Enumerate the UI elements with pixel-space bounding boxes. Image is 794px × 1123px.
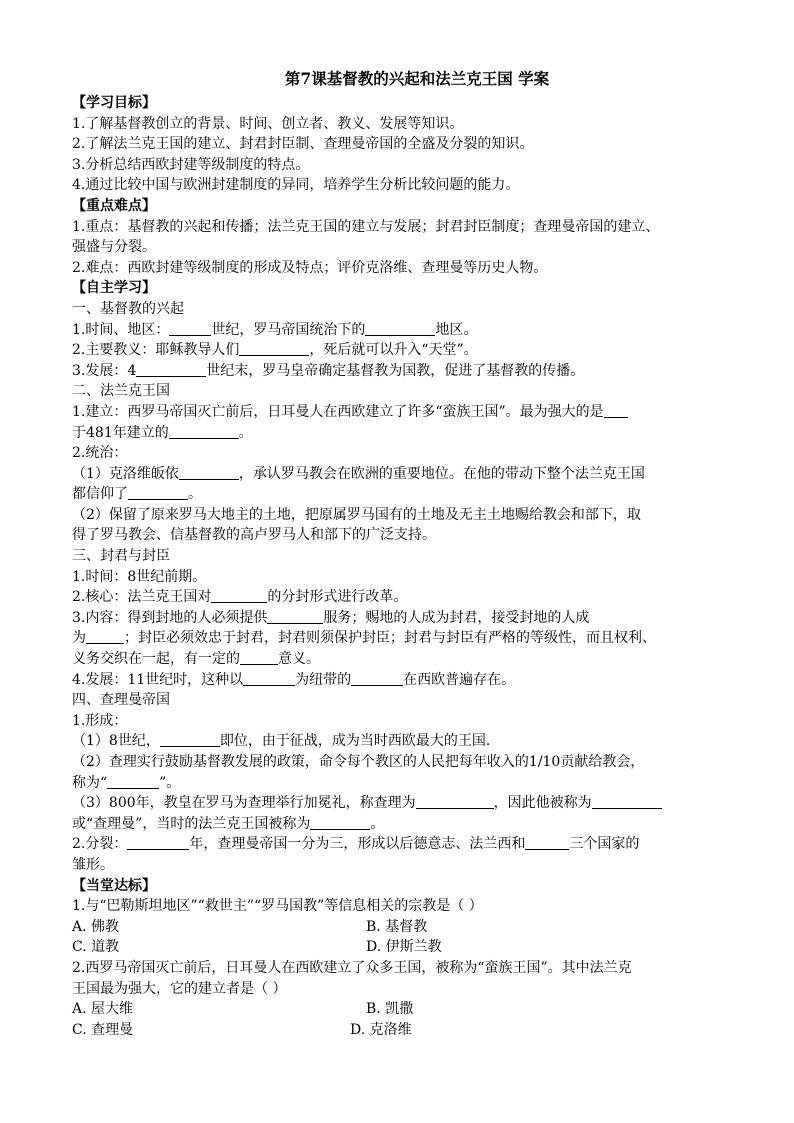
p3-item2: 2.核心：法兰克王国对 的分封形式进行改革。: [72, 589, 408, 606]
p3-item3b: 为 ；封臣必须效忠于封君，封君则须保护封臣；封君与封臣有严格的等级性，而且权利、: [72, 630, 656, 647]
p3-item4: 4.发展：11世纪时，这种以 为纽带的 在西欧普遍存在。: [72, 671, 516, 688]
option-d[interactable]: D. 伊斯兰教: [366, 939, 442, 956]
question-1-options-row1: [72, 917, 724, 938]
fill-blank[interactable]: [160, 732, 220, 747]
p4-item1-3b: 或“查理曼”，当时的法兰克王国被称为 。: [72, 815, 385, 832]
p3-item3c: 义务交织在一起，有一定的 意义。: [72, 651, 320, 668]
fill-blank[interactable]: [604, 403, 628, 418]
p4-item1: 1.形成：: [72, 712, 128, 729]
p4-item2a: 2.分裂： 年，查理曼帝国一分为三，形成以后德意志、法兰西和 三个国家的: [72, 836, 640, 853]
fill-blank[interactable]: [86, 629, 124, 644]
goal-item: 2.了解法兰克王国的建立、封君封臣制、查理曼帝国的全盛及分裂的知识。: [72, 136, 534, 153]
fill-blank[interactable]: [351, 671, 403, 686]
fill-blank[interactable]: [136, 362, 206, 377]
class-check-header: 【当堂达标】: [72, 877, 156, 894]
p4-item1-3a: （3）800年，教皇在罗马为查理举行加冕礼，称查理为 ，因此他被称为: [72, 793, 724, 814]
p4-item1-1: （1）8世纪， 即位，由于征战，成为当时西欧最大的王国.: [72, 733, 491, 750]
p2-item1b: 于481年建立的 。: [72, 424, 253, 441]
fill-blank[interactable]: [243, 671, 295, 686]
option-c[interactable]: C. 查理曼: [72, 1021, 134, 1038]
goal-item: 3.分析总结西欧封建等级制度的特点。: [72, 156, 310, 173]
option-b[interactable]: B. 基督教: [366, 918, 428, 935]
self-study-header: 【自主学习】: [72, 280, 156, 297]
fill-blank[interactable]: [416, 794, 494, 809]
worksheet-page: [72, 68, 724, 1040]
question-1-options-row2: [72, 937, 724, 958]
p4-item2b: 雏形。: [72, 856, 114, 873]
p3-item3a: 3.内容：得到封地的人必须提供 服务；赐地的人成为封君，接受封地的人成: [72, 609, 590, 626]
fill-blank[interactable]: [128, 485, 188, 500]
p3-item1: 1.时间：8世纪前期。: [72, 568, 207, 585]
key-point-1a: 1.重点：基督教的兴起和传播；法兰克王国的建立与发展；封君封臣制度；查理曼帝国的建立、: [72, 218, 660, 235]
option-a[interactable]: A. 屋大维: [72, 1001, 134, 1018]
p2-item2-2b: 得了罗马教会、信基督教的高卢罗马人和部下的广泛支持。: [72, 527, 436, 544]
p2-item2-1a: （1）克洛维皈依 ，承认罗马教会在欧洲的重要地位。在他的带动下整个法兰克王国: [72, 465, 645, 482]
key-points-header: 【重点难点】: [72, 197, 156, 214]
fill-blank[interactable]: [211, 588, 267, 603]
goals-header: 【学习目标】: [72, 95, 156, 111]
fill-blank[interactable]: [365, 321, 435, 336]
question-2b: 王国最为强大，它的建立者是（ ）: [72, 980, 287, 997]
goal-item: 4.通过比较中国与欧洲封建制度的异同，培养学生分析比较问题的能力。: [72, 177, 520, 194]
fill-blank[interactable]: [127, 835, 189, 850]
part4-title: 四、查理曼帝国: [72, 692, 170, 709]
p2-item2-2a: （2）保留了原来罗马大地主的土地，把原属罗马国有的土地及无主土地赐给教会和部下，取: [72, 506, 641, 523]
option-c[interactable]: C. 道教: [72, 939, 120, 956]
fill-blank[interactable]: [169, 321, 211, 336]
question-1: 1.与“巴勒斯坦地区”“救世主”“罗马国教”等信息相关的宗教是（ ）: [72, 898, 483, 915]
question-2a: 2.西罗马帝国灭亡前后，日耳曼人在西欧建立了众多王国，被称为“蛮族王国”。其中法兰克: [72, 959, 632, 976]
fill-blank[interactable]: [107, 774, 159, 789]
option-a[interactable]: A. 佛教: [72, 918, 120, 935]
question-2-options-row2: [72, 1020, 724, 1041]
p1-item1: 1.时间、地区： 世纪，罗马帝国统治下的 地区。: [72, 321, 478, 338]
part2-title: 二、法兰克王国: [72, 383, 170, 400]
fill-blank[interactable]: [239, 341, 309, 356]
fill-blank[interactable]: [592, 794, 662, 809]
question-2-options-row1: [72, 999, 724, 1020]
part1-title: 一、基督教的兴起: [72, 300, 184, 317]
p2-item2-1b: 都信仰了 。: [72, 486, 202, 503]
fill-blank[interactable]: [525, 835, 569, 850]
p2-item2: 2.统治：: [72, 445, 128, 462]
p1-item3: 3.发展：4 世纪末，罗马皇帝确定基督教为国教，促进了基督教的传播。: [72, 362, 585, 379]
fill-blank[interactable]: [267, 609, 323, 624]
option-b[interactable]: B. 凯撒: [366, 1001, 414, 1018]
p4-item1-2b: 称为“ ”。: [72, 774, 181, 791]
fill-blank[interactable]: [310, 815, 370, 830]
fill-blank[interactable]: [179, 465, 239, 480]
part3-title: 三、封君与封臣: [72, 548, 170, 565]
p2-item1a: 1.建立：西罗马帝国灭亡前后，日耳曼人在西欧建立了许多“蛮族王国”。最为强大的是: [72, 402, 724, 423]
fill-blank[interactable]: [169, 424, 239, 439]
option-d[interactable]: D. 克洛维: [350, 1021, 412, 1038]
goal-item: 1.了解基督教创立的背景、时间、创立者、教义、发展等知识。: [72, 115, 464, 132]
key-point-1b: 强盛与分裂。: [72, 239, 156, 256]
fill-blank[interactable]: [240, 650, 278, 665]
p1-item2: 2.主要教义：耶稣教导人们 ，死后就可以升入“天堂”。: [72, 342, 478, 359]
key-point-2: 2.难点：西欧封建等级制度的形成及特点；评价克洛维、查理曼等历史人物。: [72, 259, 548, 276]
p4-item1-2a: （2）查理实行鼓励基督教发展的政策，命令每个教区的人民把每年收入的1/10贡献给教会，: [72, 754, 645, 770]
page-title: 第7课基督教的兴起和法兰克王国 学案: [284, 69, 550, 88]
